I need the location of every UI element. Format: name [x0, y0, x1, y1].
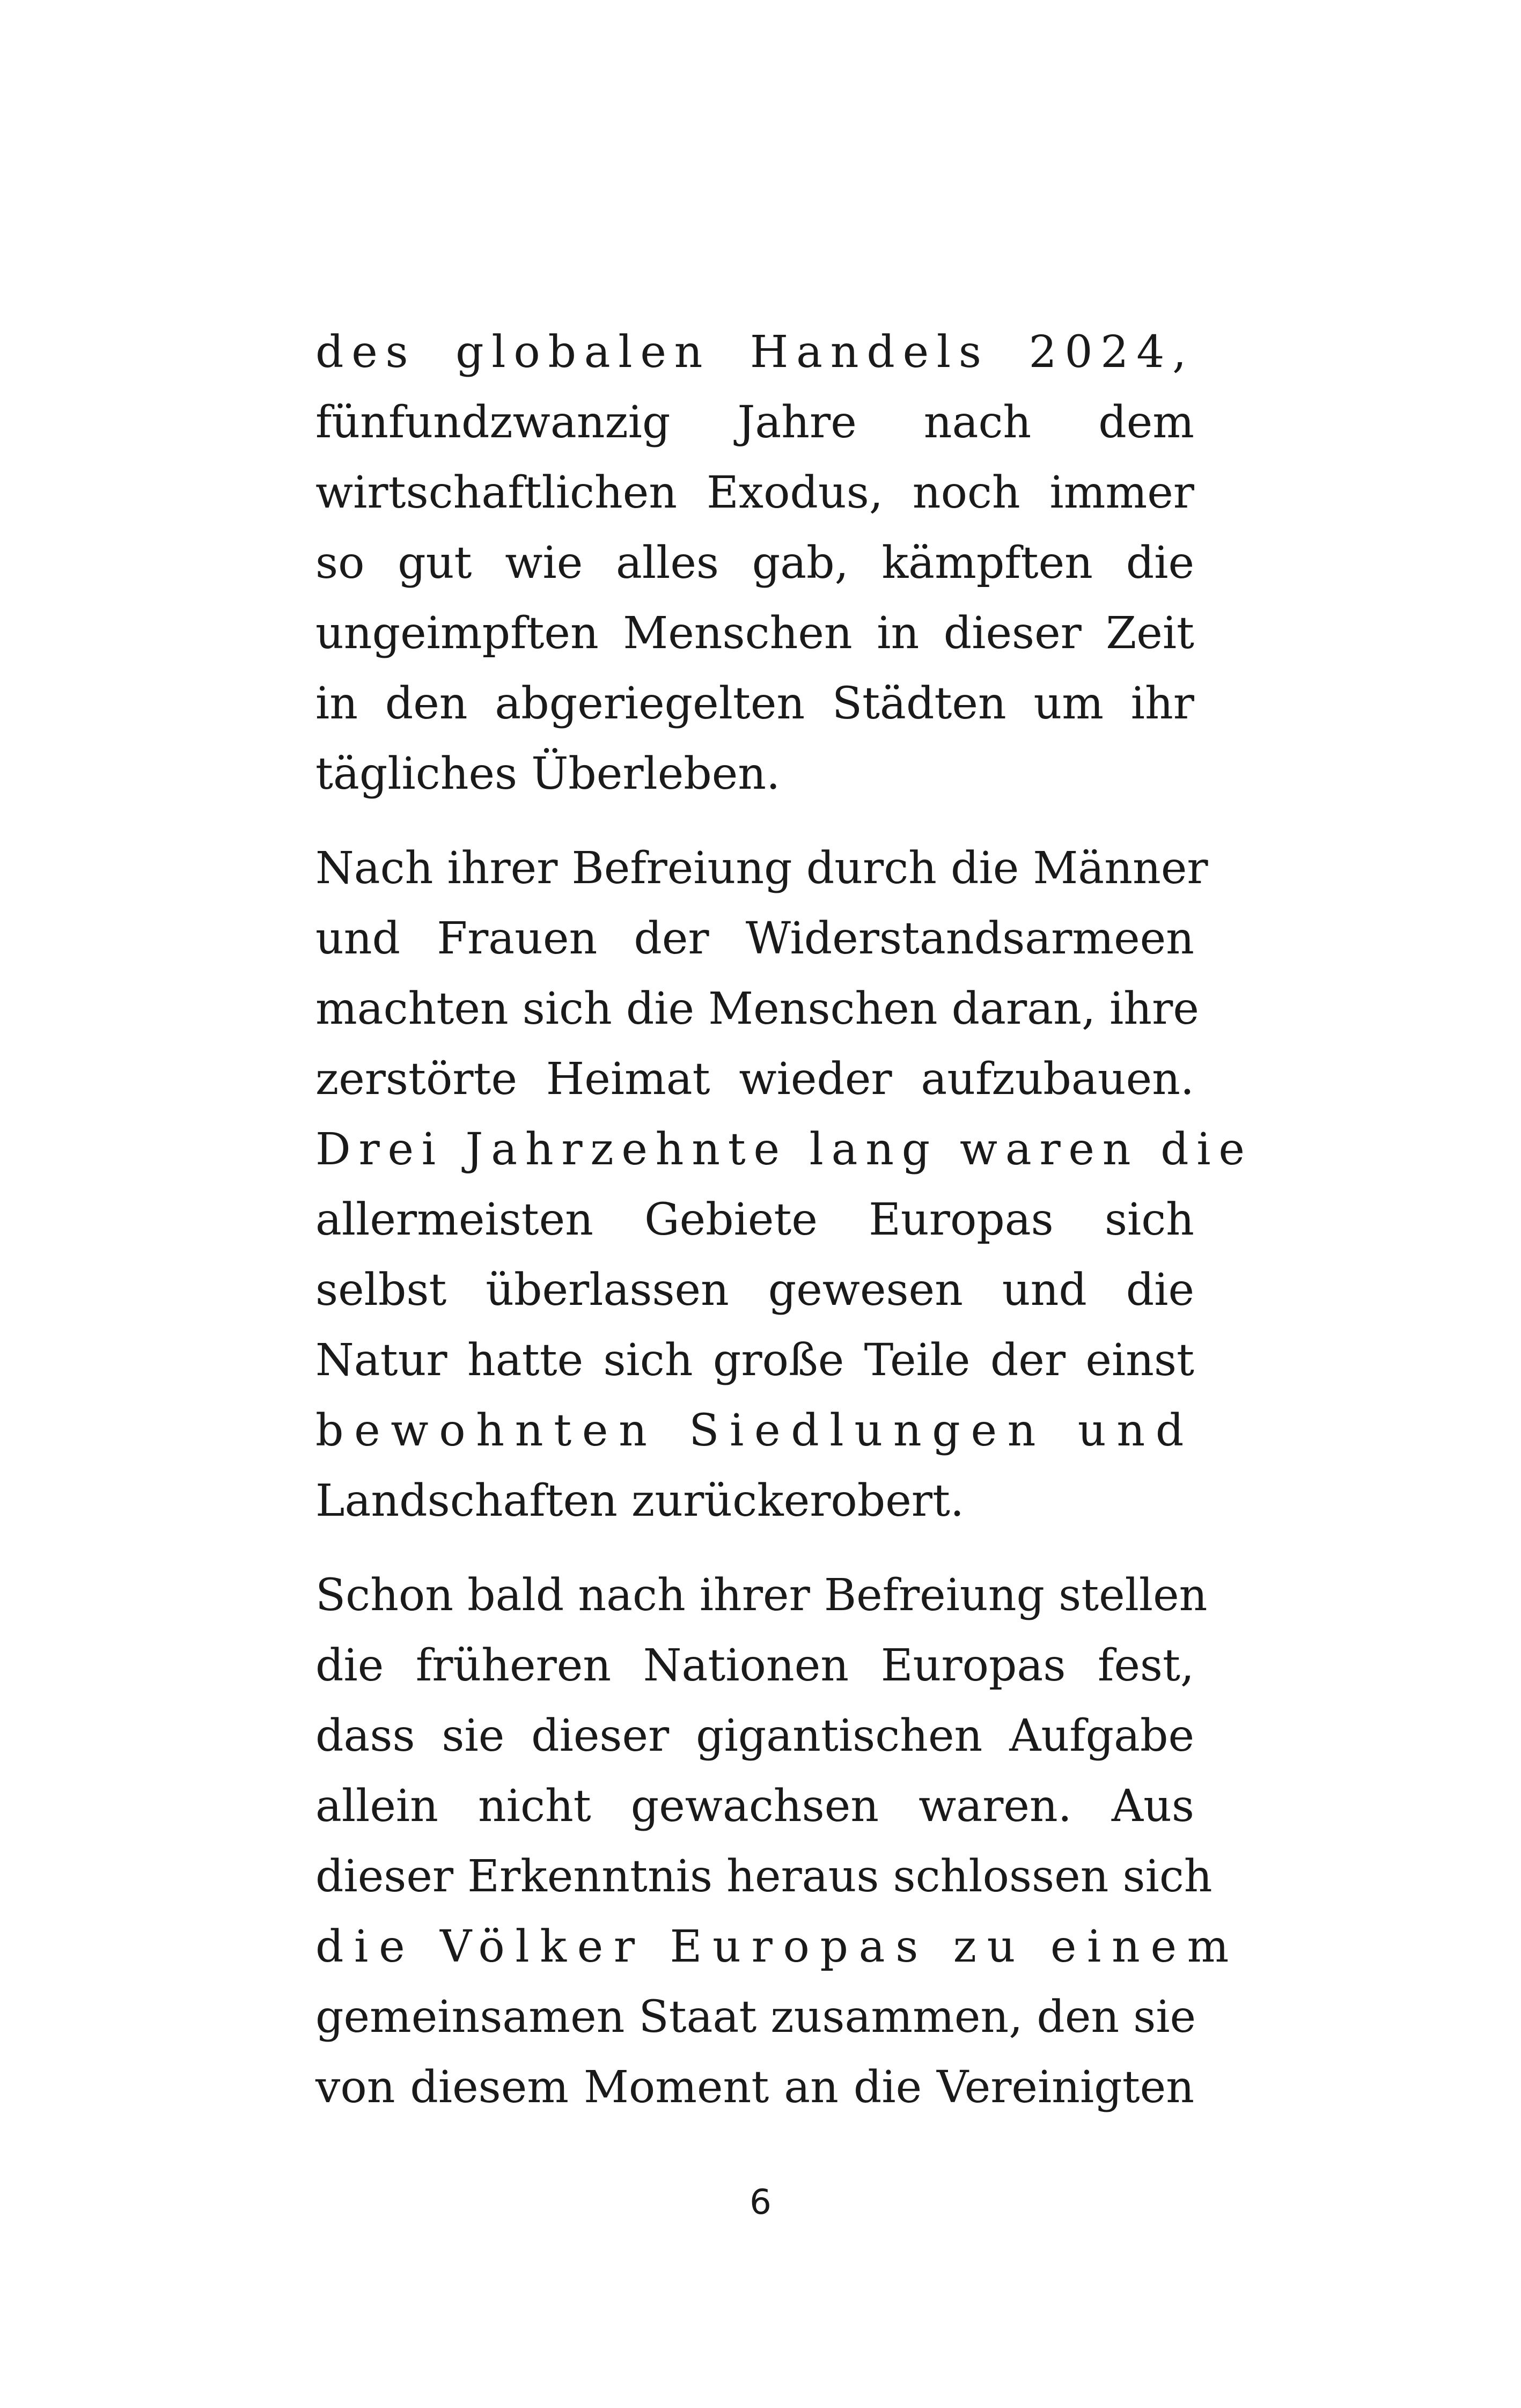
- paragraph-2: [315, 833, 1253, 1536]
- text-line: Nach ihrer Befreiung durch die Männer: [315, 843, 1208, 894]
- paragraph-1: [315, 317, 1194, 809]
- text-line: allein nicht gewachsen waren. Aus: [315, 1781, 1194, 1832]
- text-line: so gut wie alles gab, kämpften die: [315, 538, 1194, 589]
- text-line: bewohnten Siedlungen und: [315, 1405, 1194, 1456]
- text-line: Drei Jahrzehnte lang waren die: [315, 1124, 1253, 1175]
- text-line: die früheren Nationen Europas fest,: [315, 1640, 1194, 1691]
- text-line: dass sie dieser gigantischen Aufgabe: [315, 1710, 1194, 1761]
- text-line: ungeimpften Menschen in dieser Zeit: [315, 608, 1194, 659]
- text-line: Landschaften zurückerobert.: [315, 1475, 965, 1526]
- text-line: Natur hatte sich große Teile der einst: [315, 1335, 1194, 1386]
- text-line: von diesem Moment an die Vereinigten: [315, 2062, 1194, 2113]
- text-line: die Völker Europas zu einem: [315, 1921, 1240, 1972]
- text-line: allermeisten Gebiete Europas sich: [315, 1194, 1194, 1245]
- text-line: und Frauen der Widerstandsarmeen: [315, 913, 1194, 964]
- page-number: 6: [750, 2183, 771, 2222]
- text-line: in den abgeriegelten Städten um ihr: [315, 678, 1194, 729]
- text-line: tägliches Überleben.: [315, 748, 781, 799]
- text-line: zerstörte Heimat wieder aufzubauen.: [315, 1054, 1194, 1105]
- text-line: wirtschaftlichen Exodus, noch immer: [315, 467, 1194, 518]
- text-line: Schon bald nach ihrer Befreiung stellen: [315, 1570, 1208, 1621]
- text-line: selbst überlassen gewesen und die: [315, 1265, 1194, 1316]
- text-line: machten sich die Menschen daran, ihre: [315, 983, 1199, 1034]
- text-line: fünfundzwanzig Jahre nach dem: [315, 397, 1194, 448]
- body-text: [315, 317, 1253, 2147]
- paragraph-3: [315, 1560, 1240, 2123]
- text-line: dieser Erkenntnis heraus schlossen sich: [315, 1851, 1213, 1902]
- text-line: gemeinsamen Staat zusammen, den sie: [315, 1992, 1196, 2043]
- text-line: des globalen Handels 2024,: [315, 327, 1194, 378]
